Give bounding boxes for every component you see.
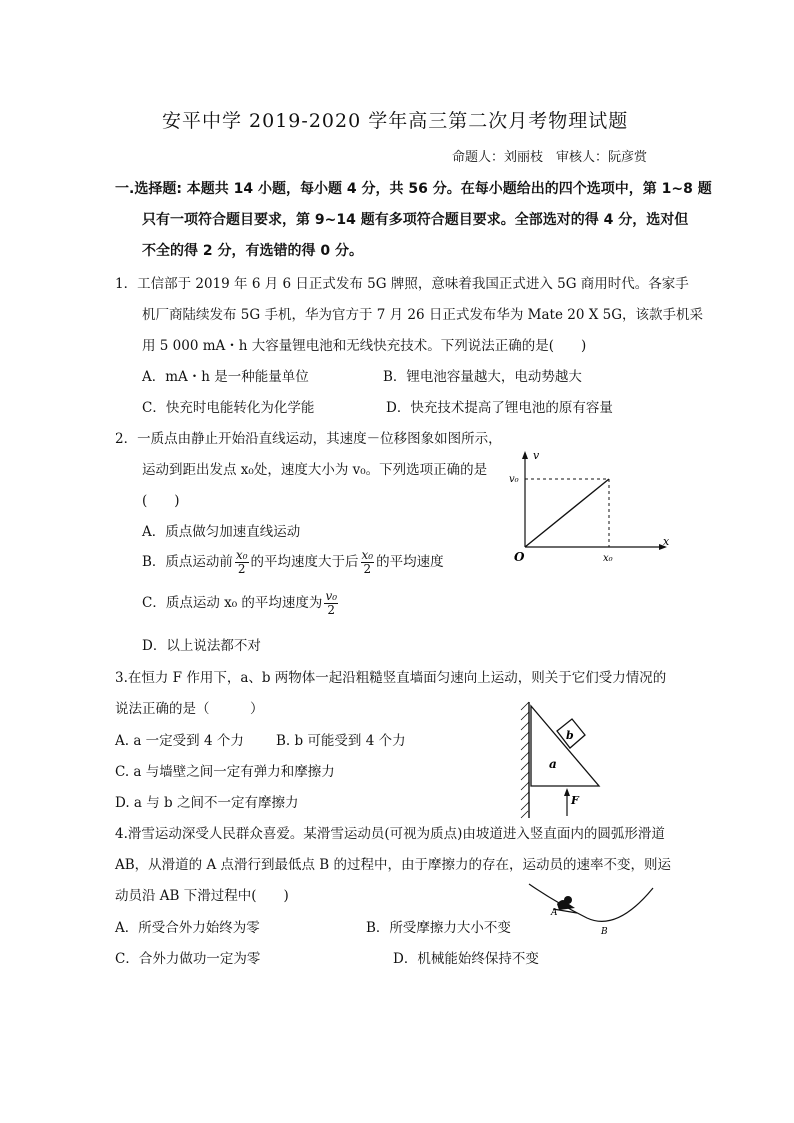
- velocity-line: [525, 479, 609, 547]
- label-a: a: [549, 757, 557, 771]
- graph-origin: O: [514, 550, 525, 564]
- q2-option-c: [142, 590, 340, 617]
- label-F: F: [571, 794, 579, 807]
- q2-option-b: [142, 549, 444, 576]
- q4-option-b: B．所受摩擦力大小不变: [366, 920, 511, 936]
- q4-option-a: A．所受合外力始终为零: [115, 920, 260, 936]
- q3-line2: 说法正确的是（ ）: [115, 701, 264, 717]
- velocity-displacement-graph: [505, 445, 680, 570]
- fraction-half-x0: [235, 549, 249, 576]
- graph-y-label: v: [533, 449, 540, 462]
- q1-option-a: A．mA・h 是一种能量单位: [142, 369, 309, 385]
- q2-option-c-pre: C．质点运动 x₀ 的平均速度为: [142, 595, 323, 611]
- q2-option-b-mid: 的平均速度大于后: [250, 554, 359, 570]
- fraction-numerator: x₀: [361, 548, 374, 562]
- wall-hatching: [521, 702, 529, 818]
- q4-option-d: D．机械能始终保持不变: [393, 951, 539, 967]
- fraction-numerator: x₀: [235, 548, 248, 562]
- q2-line3: ( ): [142, 493, 180, 509]
- q4-line3: 动员沿 AB 下滑过程中( ): [115, 888, 289, 904]
- page-title: 安平中学 2019-2020 学年高三第二次月考物理试题: [162, 110, 629, 132]
- ski-slope-figure: [525, 878, 660, 940]
- q3-line1: 3.在恒力 F 作用下，a、b 两物体一起沿粗糙竖直墙面匀速向上运动，则关于它们受力情况的: [115, 670, 667, 686]
- q4-line2: AB，从滑道的 A 点滑行到最低点 B 的过程中，由于摩擦力的存在，运动员的速率不变，则运: [115, 857, 672, 873]
- label-A: A: [551, 908, 558, 918]
- section-instructions-line2: 只有一项符合题目要求，第 9~14 题有多项符合题目要求。全部选对的得 4 分，选对但: [142, 212, 689, 228]
- graph-y-tick: v₀: [509, 474, 519, 485]
- block-a: [531, 706, 599, 786]
- label-B: B: [601, 927, 608, 937]
- q3-option-c: C. a 与墙壁之间一定有弹力和摩擦力: [115, 764, 335, 780]
- q4-option-c: C．合外力做功一定为零: [115, 951, 261, 967]
- label-b: b: [566, 729, 574, 742]
- q1-line1: 1．工信部于 2019 年 6 月 6 日正式发布 5G 牌照，意味着我国正式进入 5G 商用时代。各家手: [115, 276, 689, 292]
- q2-line1: 2．一质点由静止开始沿直线运动，其速度－位移图象如图所示，: [115, 431, 502, 447]
- graph-x-tick: x₀: [603, 553, 613, 564]
- q3-option-d: D. a 与 b 之间不一定有摩擦力: [115, 795, 299, 811]
- q3-option-b: B. b 可能受到 4 个力: [276, 733, 406, 749]
- fraction-denominator: 2: [237, 562, 246, 576]
- q2-option-b-pre: B．质点运动前: [142, 554, 233, 570]
- q1-option-c: C．快充时电能转化为化学能: [142, 400, 315, 416]
- q2-option-a: A．质点做匀加速直线运动: [142, 524, 301, 540]
- fraction-denominator: 2: [363, 562, 372, 576]
- author-line: 命题人：刘丽枝 审核人：阮彦赏: [452, 150, 648, 165]
- q4-line1: 4.滑雪运动深受人民群众喜爱。某滑雪运动员(可视为质点)由坡道进入竖直面内的圆弧形滑道: [115, 826, 665, 842]
- force-arrow-head-icon: [564, 788, 570, 796]
- q2-option-b-post: 的平均速度: [376, 554, 444, 570]
- section-instructions-line1: 一.选择题: 本题共 14 小题，每小题 4 分，共 56 分。在每小题给出的四个选项中，第 1~8 题: [115, 181, 712, 197]
- q1-option-b: B．锂电池容量越大，电动势越大: [383, 369, 582, 385]
- fraction-half-x0: [361, 549, 375, 576]
- section-instructions-line3: 不全的得 2 分，有选错的得 0 分。: [142, 243, 363, 259]
- fraction-denominator: 2: [327, 603, 336, 617]
- q3-option-a: A. a 一定受到 4 个力: [115, 733, 244, 749]
- q2-line2: 运动到距出发点 x₀处，速度大小为 v₀。下列选项正确的是: [142, 462, 488, 478]
- q2-option-d: D．以上说法都不对: [142, 638, 261, 654]
- q1-line3: 用 5 000 mA・h 大容量锂电池和无线快充技术。下列说法正确的是( ): [142, 338, 587, 354]
- q1-option-d: D．快充技术提高了锂电池的原有容量: [386, 400, 613, 416]
- y-axis-arrow-icon: [522, 451, 528, 459]
- q1-line2: 机厂商陆续发布 5G 手机，华为官方于 7 月 26 日正式发布华为 Mate 20 X 5G，该款手机采: [142, 307, 704, 323]
- fraction-numerator: v₀: [325, 589, 338, 603]
- graph-x-label: x: [663, 535, 670, 548]
- fraction-half-v0: [324, 590, 338, 617]
- wall-blocks-figure: [515, 700, 610, 820]
- slope-curve: [529, 884, 653, 921]
